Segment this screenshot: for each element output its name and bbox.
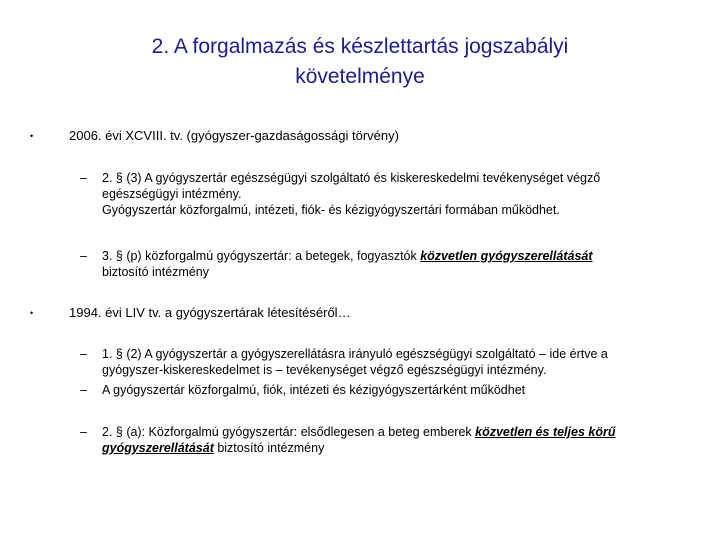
item-text: 3. § (p) közforgalmú gyógyszertár: a betegek, fogyasztók [102,249,421,263]
item-text-line: A gyógyszertár közforgalmú, fiók, intézeti és kézigyógyszertárként működhet [102,383,526,397]
item-text-line: 2. § (3) A gyógyszertár egészségügyi szolgáltató és kiskereskedelmi tevékenységet végző [102,171,601,185]
list-item-1994-par2a [102,424,702,456]
bullet-point: • [30,308,34,318]
dash-marker: – [80,171,87,185]
slide-title [60,32,660,92]
section-heading-1994: 1994. évi LIV tv. a gyógyszertárak létesítéséről… [69,305,351,320]
item-text-line: gyógyszer-kiskereskedelmet is – tevékenységet végző egészségügyi intézmény. [102,363,547,377]
emphasized-text: közvetlen gyógyszerellátását [420,249,593,263]
item-text-line [102,424,702,440]
dash-marker: – [80,249,87,263]
item-text-line: 1. § (2) A gyógyszertár a gyógyszerellátásra irányuló egészségügyi szolgáltató – ide értve a [102,347,608,361]
title-line-1: 2. A forgalmazás és készlettartás jogszabályi [151,35,569,58]
list-item-2006-par3 [102,248,702,280]
bullet-point: • [30,131,34,141]
section-heading-2006: 2006. évi XCVIII. tv. (gyógyszer-gazdaságossági törvény) [69,128,399,143]
list-item-2006-par2 [102,170,702,218]
item-text: biztosító intézmény [213,441,325,455]
emphasized-text: gyógyszerellátását [102,441,214,455]
list-item-1994-par1 [102,346,702,378]
item-text-line: biztosító intézmény [102,265,209,279]
item-text-line [102,248,702,264]
item-text: 2. § (a): Közforgalmú gyógyszertár: elsődlegesen a beteg emberek [102,425,476,439]
dash-marker: – [80,347,87,361]
dash-marker: – [80,425,87,439]
list-item-1994-types [102,382,702,398]
item-text-line: Gyógyszertár közforgalmú, intézeti, fiók- és kézigyógyszertári formában működhet. [102,203,560,217]
title-line-2: követelménye [295,65,425,88]
item-text-line: egészségügyi intézmény. [102,187,242,201]
emphasized-text: közvetlen és teljes körű [475,425,616,439]
item-text-line [102,440,702,456]
dash-marker: – [80,383,87,397]
